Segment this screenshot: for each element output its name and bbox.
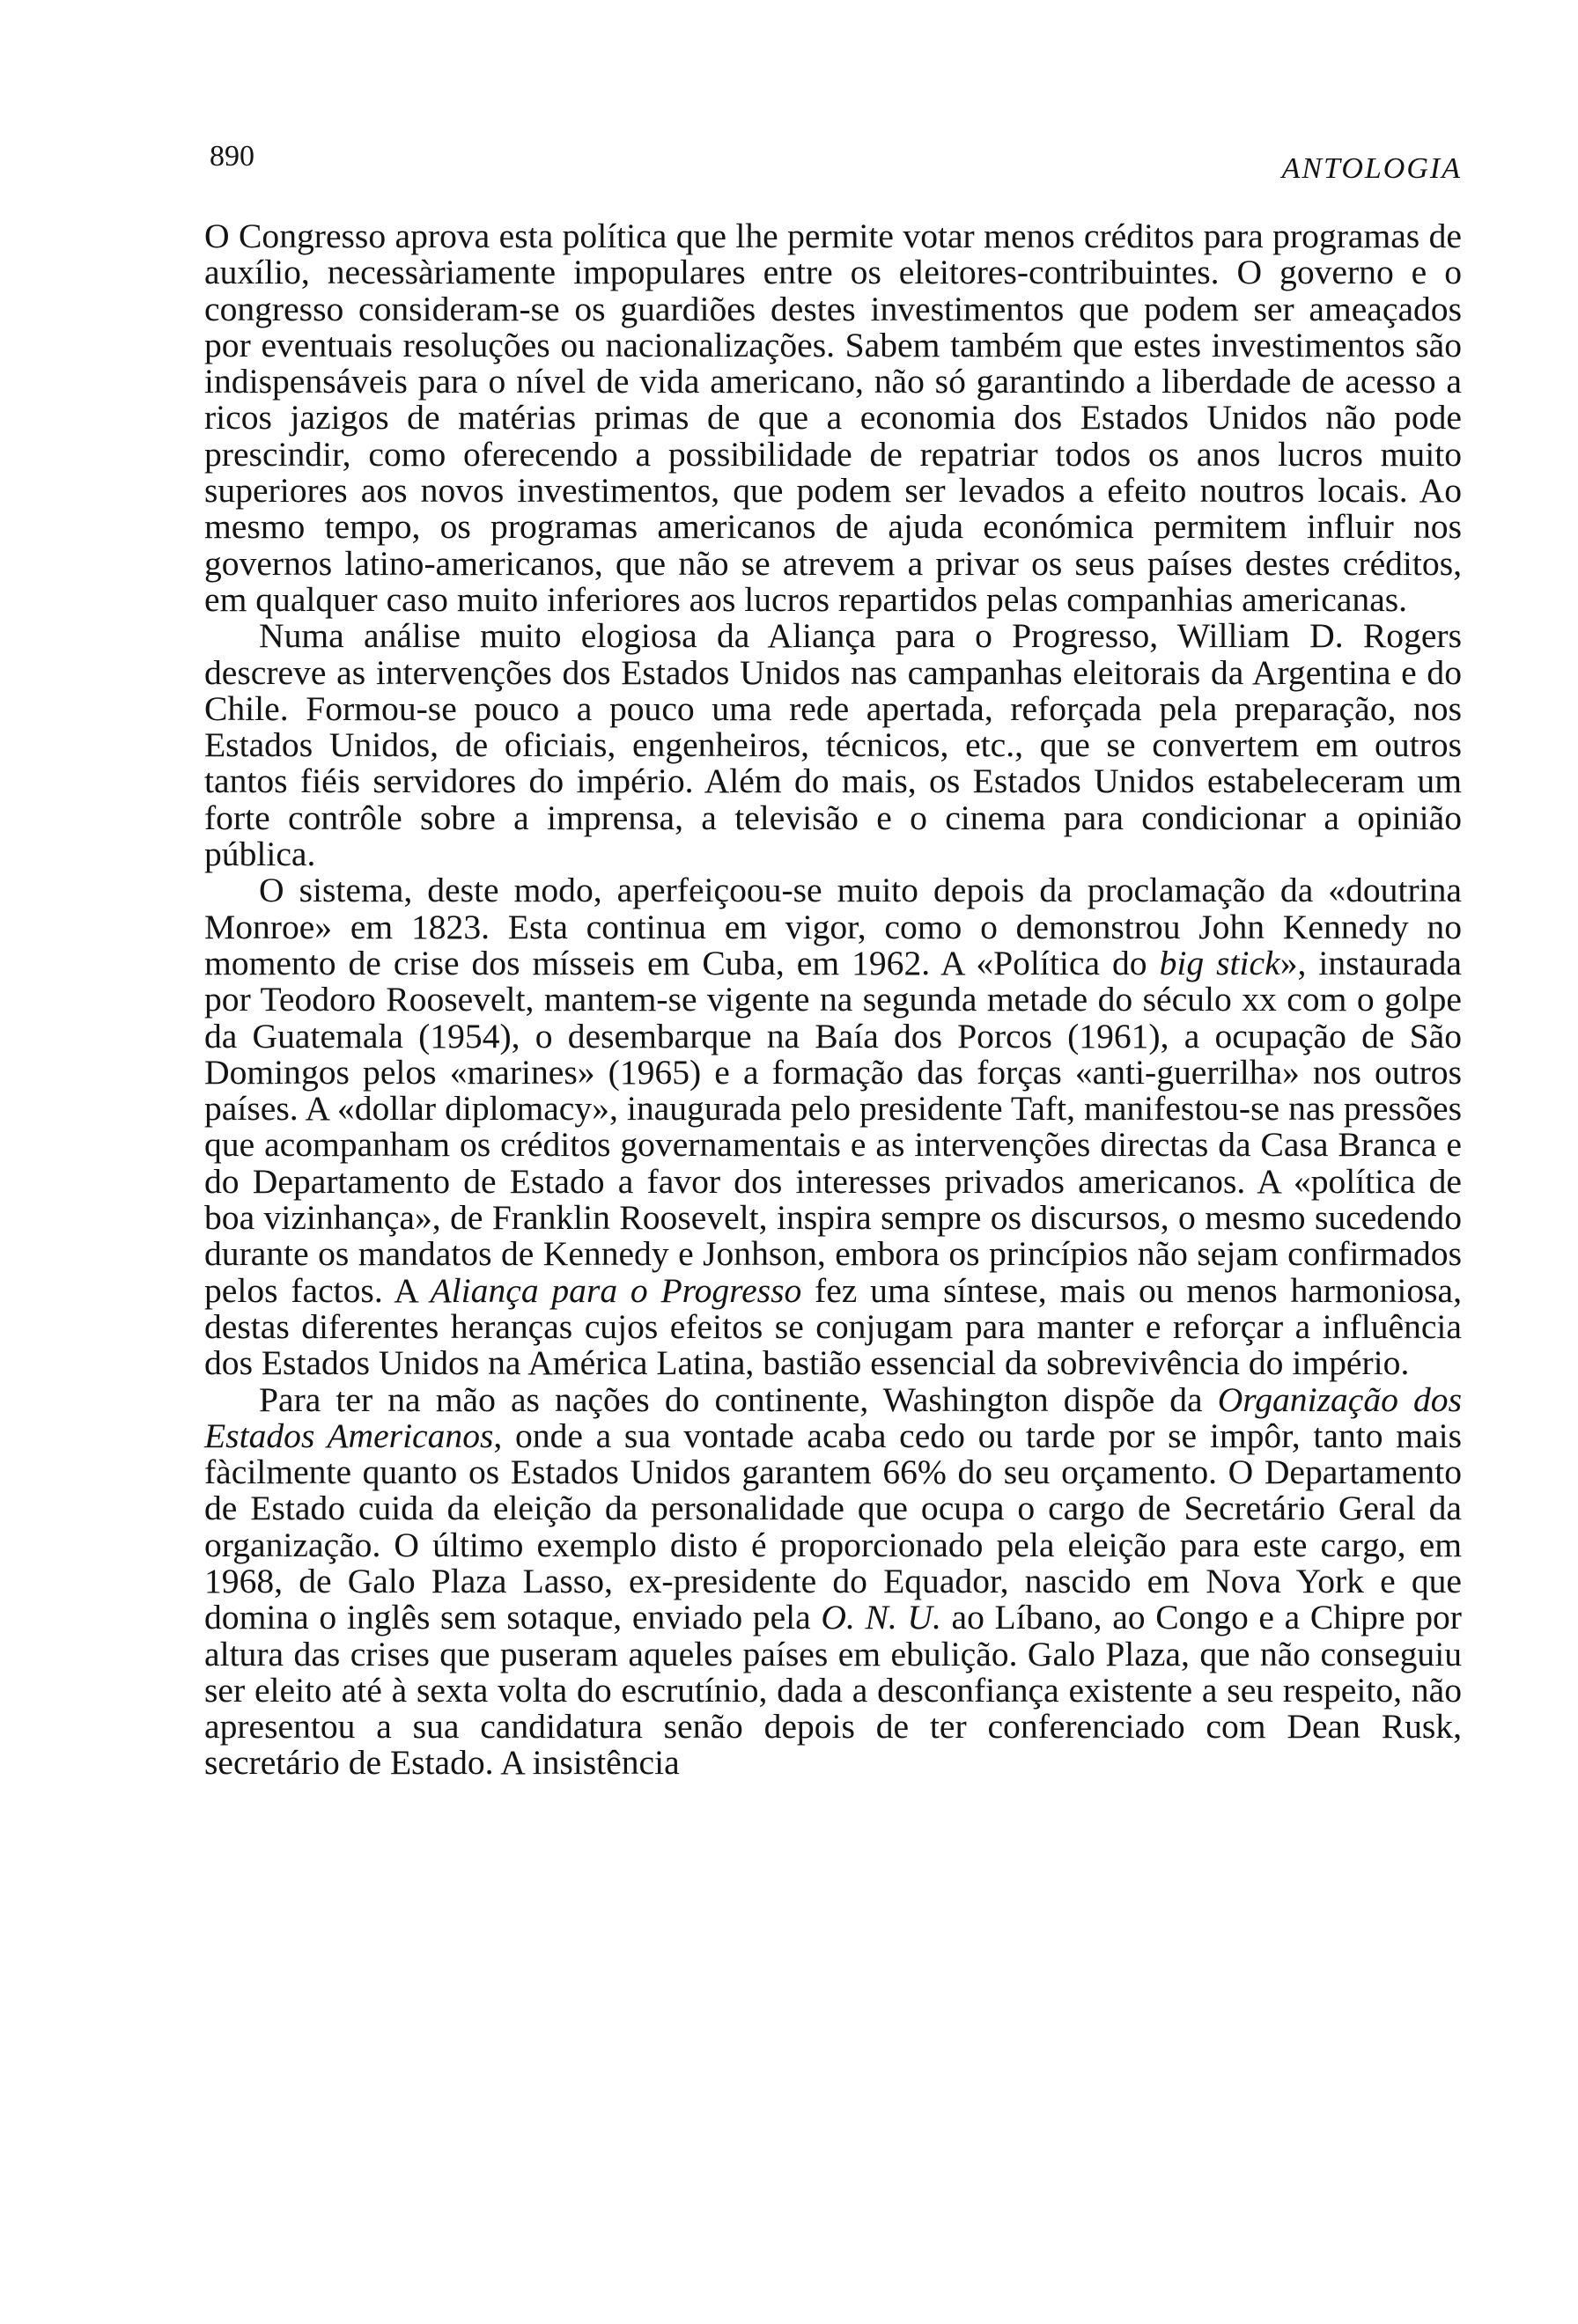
italic-text: big stick (1159, 943, 1280, 982)
text-run: Para ter na mão as nações do continente, Washington dispõe da (259, 1379, 1218, 1419)
running-head: ANTOLOGIA (1281, 152, 1462, 185)
text-run: ao Líbano, ao Congo e a Chipre por altura das crises que puseram aqueles países em ebulição. Galo Plaza, que não conseguiu ser eleito até à sexta volta do escrutínio, dada a desconfiança existente a seu respeito, não apresentou a sua candidatura senão depois de ter conferenciado com Dean Rusk, secretário de Estado. A insistência (204, 1598, 1462, 1783)
page-number: 890 (210, 140, 254, 173)
text-run: O sistema, deste modo, aperfeiçoou-se muito depois da proclamação da «doutrina Monroe» em 1823. Esta continua em vigor, como o demonstrou John Kennedy no momento de crise dos mísseis em Cuba, em 1962. A «Política do (204, 871, 1462, 982)
text-run: fez uma síntese, mais ou menos harmoniosa, destas diferentes heranças cujos efeitos se conjugam para manter e reforçar a influência dos Estados Unidos na América Latina, bastião essencial da sobrevivência do império. (204, 1270, 1463, 1383)
text-run: », instaurada por Teodoro Roosevelt, mantem-se vigente na segunda metade do século xx com o golpe da Guatemala (1954), o desembarque na Baía dos Porcos (1961), a ocupação de São Domingos pelos «marines» (1965) e a formação das forças «anti-guerrilha» nos outros países. A «dollar diplomacy», inaugurada pelo presidente Taft, manifestou-se nas pressões que acompanham os créditos governamentais e as intervenções directas da Casa Branca e do Departamento de Estado a favor dos interesses privados americanos. A «política de boa vizinhança», de Franklin Roosevelt, inspira sempre os discursos, o mesmo sucedendo durante os mandatos de Kennedy e Jonhson, embora os princípios não sejam confirmados pelos factos. A (204, 943, 1462, 1310)
paragraph (204, 872, 1462, 1381)
paragraph (204, 1379, 1462, 1783)
text-run: O Congresso aprova esta política que lhe permite votar menos créditos para programas de auxílio, necessàriamente impopulares entre os eleitores-contribuintes. O governo e o congresso consideram-se os guardiões destes investimentos que podem ser ameaçados por eventuais resoluções ou nacionalizações. Sabem também que estes investimentos são indispensáveis para o nível de vida americano, não só garantindo a liberdade de acesso a ricos jazigos de matérias primas de que a economia dos Estados Unidos não pode prescindir, como oferecendo a possibilidade de repatriar todos os anos lucros muito superiores aos novos investimentos, que podem ser levados a efeito noutros locais. Ao mesmo tempo, os programas americanos de ajuda económica permitem influir nos governos latino-americanos, que não se atrevem a privar os seus países destes créditos, em qualquer caso muito inferiores aos lucros repartidos pelas companhias americanas. (204, 217, 1462, 619)
body-text (204, 218, 1462, 1782)
paragraph (204, 618, 1462, 872)
italic-text: O. N. U. (821, 1598, 941, 1637)
text-run: Numa análise muito elogiosa da Aliança para o Progresso, William D. Rogers descreve as intervenções dos Estados Unidos nas campanhas eleitorais da Argentina e do Chile. Formou-se pouco a pouco uma rede apertada, reforçada pela preparação, nos Estados Unidos, de oficiais, engenheiros, técnicos, etc., que se convertem em outros tantos fiéis servidores do império. Além do mais, os Estados Unidos estabeleceram um forte contrôle sobre a imprensa, a televisão e o cinema para condicionar a opinião pública. (204, 616, 1462, 874)
text-run: , onde a sua vontade acaba cedo ou tarde por se impôr, tanto mais fàcilmente quanto os Estados Unidos garantem 66% do seu orçamento. O Departamento de Estado cuida da eleição da personalidade que ocupa o cargo de Secretário Geral da organização. O último exemplo disto é proporcionado pela eleição para este cargo, em 1968, de Galo Plaza Lasso, ex-presidente do Equador, nascido em Nova York e que domina o inglês sem sotaque, enviado pela (204, 1416, 1462, 1637)
paragraph (204, 218, 1462, 618)
italic-text: Organização dos Estados Americanos (204, 1379, 1462, 1455)
italic-text: Aliança para o Progresso (430, 1270, 802, 1310)
